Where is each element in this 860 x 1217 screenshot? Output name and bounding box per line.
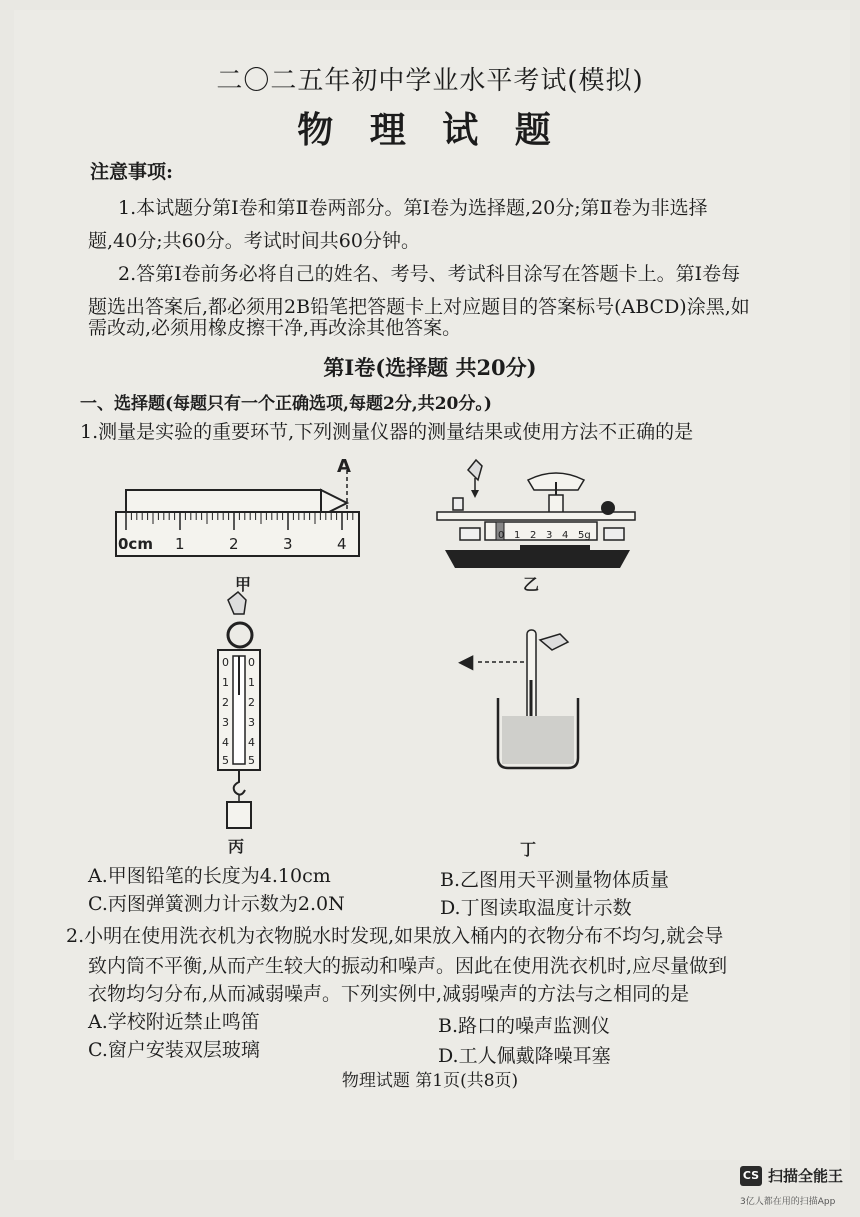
balance-figure [437,460,635,594]
spring-tick-label: 3 [248,716,255,729]
notes-item1-line2: 题,40分;共60分。考试时间共60分钟。 [88,230,420,252]
eye-icon: ◀ [458,649,474,673]
figure-label-yi: 乙 [523,575,540,594]
camscanner-tagline: 3亿人都在用的扫描App [740,1197,836,1207]
notes-item2-line1: 2.答第Ⅰ卷前务必将自己的姓名、考号、考试科目涂写在答题卡上。第Ⅰ卷每 [118,263,741,285]
balance-tick-label: 4 [562,530,569,541]
balance-tick-label: 1 [514,530,521,541]
balance-tick-label: 2 [530,530,537,541]
svg-text:A: A [337,456,351,477]
ruler-unit-label: 0cm [118,535,153,553]
hand-icon [468,460,482,480]
spring-tick-label: 5 [222,754,229,767]
q1-option-b: B.乙图用天平测量物体质量 [440,869,670,891]
thermometer-figure [458,630,578,859]
figure-label-jia: 甲 [235,575,252,594]
q2-stem-line2: 致内筒不平衡,从而产生较大的振动和噪声。因此在使用洗衣机时,应尽量做到 [88,955,728,977]
spring-hook [234,770,245,795]
spring-scale-ring [228,623,252,647]
pencil-ruler-figure [116,456,359,594]
notes-heading: 注意事项: [90,161,174,183]
section-title: 第Ⅰ卷(选择题 共20分) [323,355,537,380]
balance-tick-label: 5g [578,530,591,541]
ruler-tick-label: 1 [175,535,185,553]
spring-tick-label: 0 [248,656,255,669]
balance-tick-label: 0 [498,530,505,541]
notes-item2-line3: 需改动,必须用橡皮擦干净,再改涂其他答案。 [88,317,462,339]
q2-option-c: C.窗户安装双层玻璃 [88,1039,260,1061]
q2-option-b: B.路口的噪声监测仪 [438,1015,611,1037]
ruler-tick-label: 3 [283,535,293,553]
q2-option-a: A.学校附近禁止鸣笛 [88,1011,260,1033]
spring-tick-label: 2 [222,696,229,709]
q1-option-d: D.丁图读取温度计示数 [440,897,632,919]
spring-tick-label: 1 [248,676,255,689]
q1-stem: 1.测量是实验的重要环节,下列测量仪器的测量结果或使用方法不正确的是 [80,421,694,443]
spring-tick-label: 4 [222,736,229,749]
q1-option-a: A.甲图铅笔的长度为4.10cm [88,865,331,887]
spring-tick-label: 5 [248,754,255,767]
spring-tick-label: 3 [222,716,229,729]
notes-item2-line2: 题选出答案后,都必须用2B铅笔把答题卡上对应题目的答案标号(ABCD)涂黑,如 [88,296,750,318]
hand-icon [228,592,246,614]
spring-tick-label: 4 [248,736,255,749]
ruler-tick-label: 2 [229,535,239,553]
page-footer: 物理试题 第1页(共8页) [341,1071,519,1091]
balance-tick-label: 3 [546,530,553,541]
spring-tick-label: 2 [248,696,255,709]
figure-label-ding: 丁 [520,840,537,859]
hanging-weight [227,802,251,828]
exam-title: 二〇二五年初中学业水平考试(模拟) [216,66,644,96]
q2-stem-line1: 2.小明在使用洗衣机为衣物脱水时发现,如果放入桶内的衣物分布不均匀,就会导 [66,925,724,947]
spring-tick-label: 1 [222,676,229,689]
figure-label-bing: 丙 [228,837,245,856]
q2-option-d: D.工人佩戴降噪耳塞 [438,1045,611,1067]
spring-scale-figure [218,592,260,856]
q2-stem-line3: 衣物均匀分布,从而减弱噪声。下列实例中,减弱噪声的方法与之相同的是 [88,983,690,1005]
subject-title: 物 理 试 题 [297,109,563,151]
q1-figures [0,450,860,860]
balance-object [601,501,615,515]
hand-icon [540,634,568,650]
beaker-liquid [502,716,574,764]
camscanner-name: 扫描全能王 [768,1167,844,1185]
ruler-tick-label: 4 [337,535,347,553]
q1-option-c: C.丙图弹簧测力计示数为2.0N [88,893,345,915]
camscanner-logo-icon: CS [740,1166,762,1186]
notes-item1-line1: 1.本试题分第Ⅰ卷和第Ⅱ卷两部分。第Ⅰ卷为选择题,20分;第Ⅱ卷为非选择 [118,197,708,219]
weight-icon [453,498,463,510]
spring-tick-label: 0 [222,656,229,669]
part-heading: 一、选择题(每题只有一个正确选项,每题2分,共20分。) [80,394,492,414]
